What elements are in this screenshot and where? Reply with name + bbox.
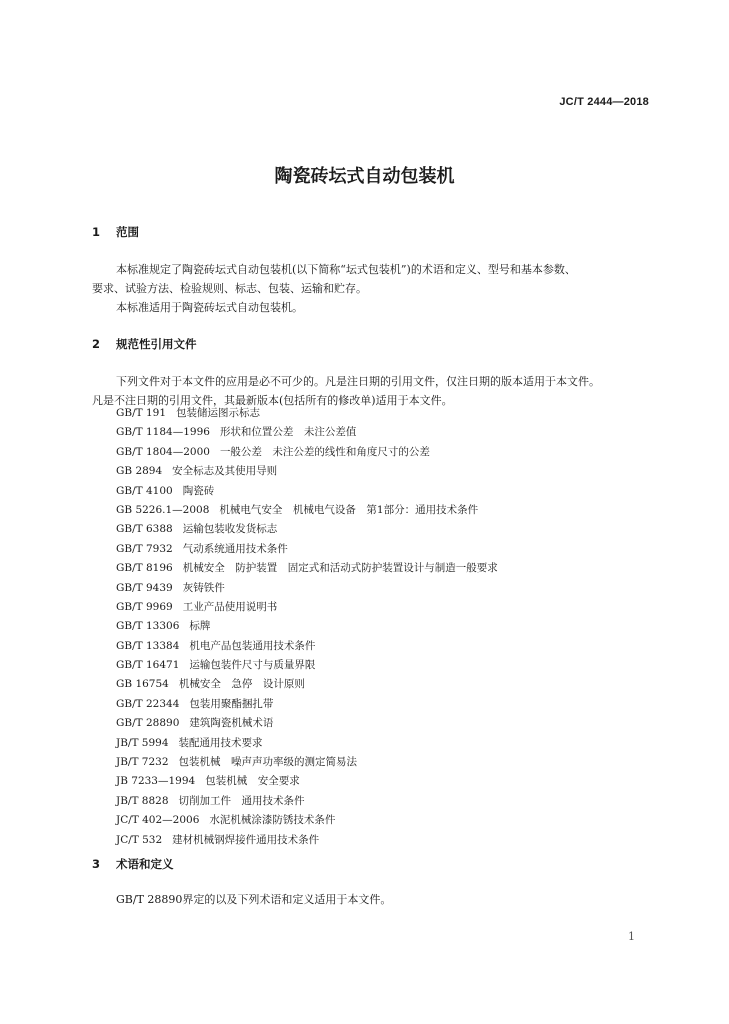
reference-title: 陶瓷砖	[182, 484, 215, 497]
paragraph-line: 下列文件对于本文件的应用是必不可少的。凡是注日期的引用文件，仅注日期的版本适用于本文件。	[116, 375, 600, 388]
reference-title: 包装储运图示标志	[176, 407, 261, 419]
reference-code: GB/T 6388	[116, 523, 173, 536]
reference-title: 灰铸铁件	[182, 581, 225, 594]
reference-item	[116, 579, 498, 598]
reference-item	[116, 501, 498, 520]
reference-item	[116, 443, 498, 462]
reference-item	[116, 617, 498, 636]
reference-code: GB/T 13384	[116, 639, 180, 652]
reference-item	[116, 753, 498, 772]
reference-title: 安全标志及其使用导则	[172, 465, 278, 478]
reference-item	[116, 714, 498, 733]
reference-code: JB/T 8828	[116, 794, 169, 807]
reference-code: GB/T 1184—1996	[116, 426, 210, 439]
reference-code: JC/T 532	[116, 833, 163, 846]
paragraph-line: 本标准适用于陶瓷砖坛式自动包装机。	[116, 301, 303, 314]
reference-title: 包装机械 安全要求	[205, 775, 300, 788]
reference-title: 形状和位置公差 未注公差值	[219, 426, 357, 439]
reference-code: JB/T 5994	[116, 736, 169, 749]
reference-code: GB/T 9969	[116, 600, 173, 613]
reference-item	[116, 831, 498, 850]
reference-code: GB/T 13306	[116, 620, 180, 633]
reference-item	[116, 637, 498, 656]
standard-code: JC/T 2444—2018	[559, 96, 649, 108]
reference-title: 水泥机械涂漆防锈技术条件	[209, 814, 336, 827]
reference-code: GB 5226.1—2008	[116, 503, 210, 516]
reference-item	[116, 675, 498, 694]
reference-item	[116, 656, 498, 675]
reference-title: 标牌	[189, 620, 211, 633]
section-2-heading	[92, 336, 197, 352]
document-title: 陶瓷砖坛式自动包装机	[274, 166, 455, 187]
paragraph-line: 本标准规定了陶瓷砖坛式自动包装机(以下简称“坛式包装机”)的术语和定义、型号和基本参数、	[116, 263, 576, 276]
page-number: 1	[628, 930, 635, 943]
reference-title: 机械电气安全 机械电气设备 第1部分：通用技术条件	[219, 503, 479, 516]
reference-code: JC/T 402—2006	[116, 814, 200, 827]
reference-title: 建材机械钢焊接件通用技术条件	[172, 833, 320, 846]
section-1-body	[92, 260, 662, 317]
reference-title: 运输包装件尺寸与质量界限	[189, 659, 316, 672]
reference-code: GB/T 28890	[116, 717, 180, 730]
reference-code: GB/T 22344	[116, 697, 180, 710]
section-number: 2	[92, 337, 101, 351]
reference-code: JB 7233—1994	[116, 775, 196, 788]
reference-code: GB 2894	[116, 465, 163, 478]
reference-title: 切削加工件 通用技术条件	[178, 794, 305, 807]
reference-code: GB/T 1804—2000	[116, 445, 210, 458]
reference-item	[116, 482, 498, 501]
reference-title: 一般公差 未注公差的线性和角度尺寸的公差	[219, 445, 430, 458]
section-1-heading	[92, 224, 139, 240]
paragraph-line: 凡是不注日期的引用文件，其最新版本(包括所有的修改单)适用于本文件。	[92, 394, 453, 407]
section-title: 范围	[116, 225, 139, 239]
reference-title: 机械安全 急停 设计原则	[178, 678, 305, 691]
section-3-heading	[92, 856, 174, 872]
reference-item	[116, 598, 498, 617]
reference-item	[116, 811, 498, 830]
normative-references-list	[116, 404, 498, 850]
reference-code: GB/T 4100	[116, 484, 173, 497]
reference-item	[116, 404, 498, 423]
reference-item	[116, 462, 498, 481]
section-number: 1	[92, 225, 101, 239]
reference-item	[116, 423, 498, 442]
reference-item	[116, 734, 498, 753]
reference-code: GB/T 8196	[116, 562, 173, 575]
reference-code: JB/T 7232	[116, 756, 169, 769]
reference-title: 包装用聚酯捆扎带	[189, 697, 274, 710]
paragraph-line: GB/T 28890界定的以及下列术语和定义适用于本文件。	[116, 893, 392, 906]
reference-item	[116, 520, 498, 539]
reference-title: 工业产品使用说明书	[182, 600, 278, 613]
reference-code: GB/T 191	[116, 407, 167, 419]
section-3-body	[92, 890, 662, 909]
section-title: 术语和定义	[116, 857, 174, 871]
reference-item	[116, 559, 498, 578]
paragraph-line: 要求、试验方法、检验规则、标志、包装、运输和贮存。	[92, 282, 367, 295]
reference-title: 机械安全 防护装置 固定式和活动式防护装置设计与制造一般要求	[182, 562, 498, 575]
reference-item	[116, 695, 498, 714]
reference-title: 气动系统通用技术条件	[182, 542, 288, 555]
reference-item	[116, 772, 498, 791]
reference-title: 装配通用技术要求	[178, 736, 263, 749]
reference-title: 运输包装收发货标志	[182, 523, 278, 536]
reference-title: 包装机械 噪声声功率级的测定简易法	[178, 756, 358, 769]
reference-title: 机电产品包装通用技术条件	[189, 639, 316, 652]
reference-title: 建筑陶瓷机械术语	[189, 717, 274, 730]
section-title: 规范性引用文件	[116, 337, 197, 351]
section-number: 3	[92, 857, 101, 871]
reference-code: GB/T 9439	[116, 581, 173, 594]
reference-code: GB 16754	[116, 678, 169, 691]
reference-code: GB/T 7932	[116, 542, 173, 555]
reference-item	[116, 792, 498, 811]
reference-code: GB/T 16471	[116, 659, 180, 672]
reference-item	[116, 540, 498, 559]
